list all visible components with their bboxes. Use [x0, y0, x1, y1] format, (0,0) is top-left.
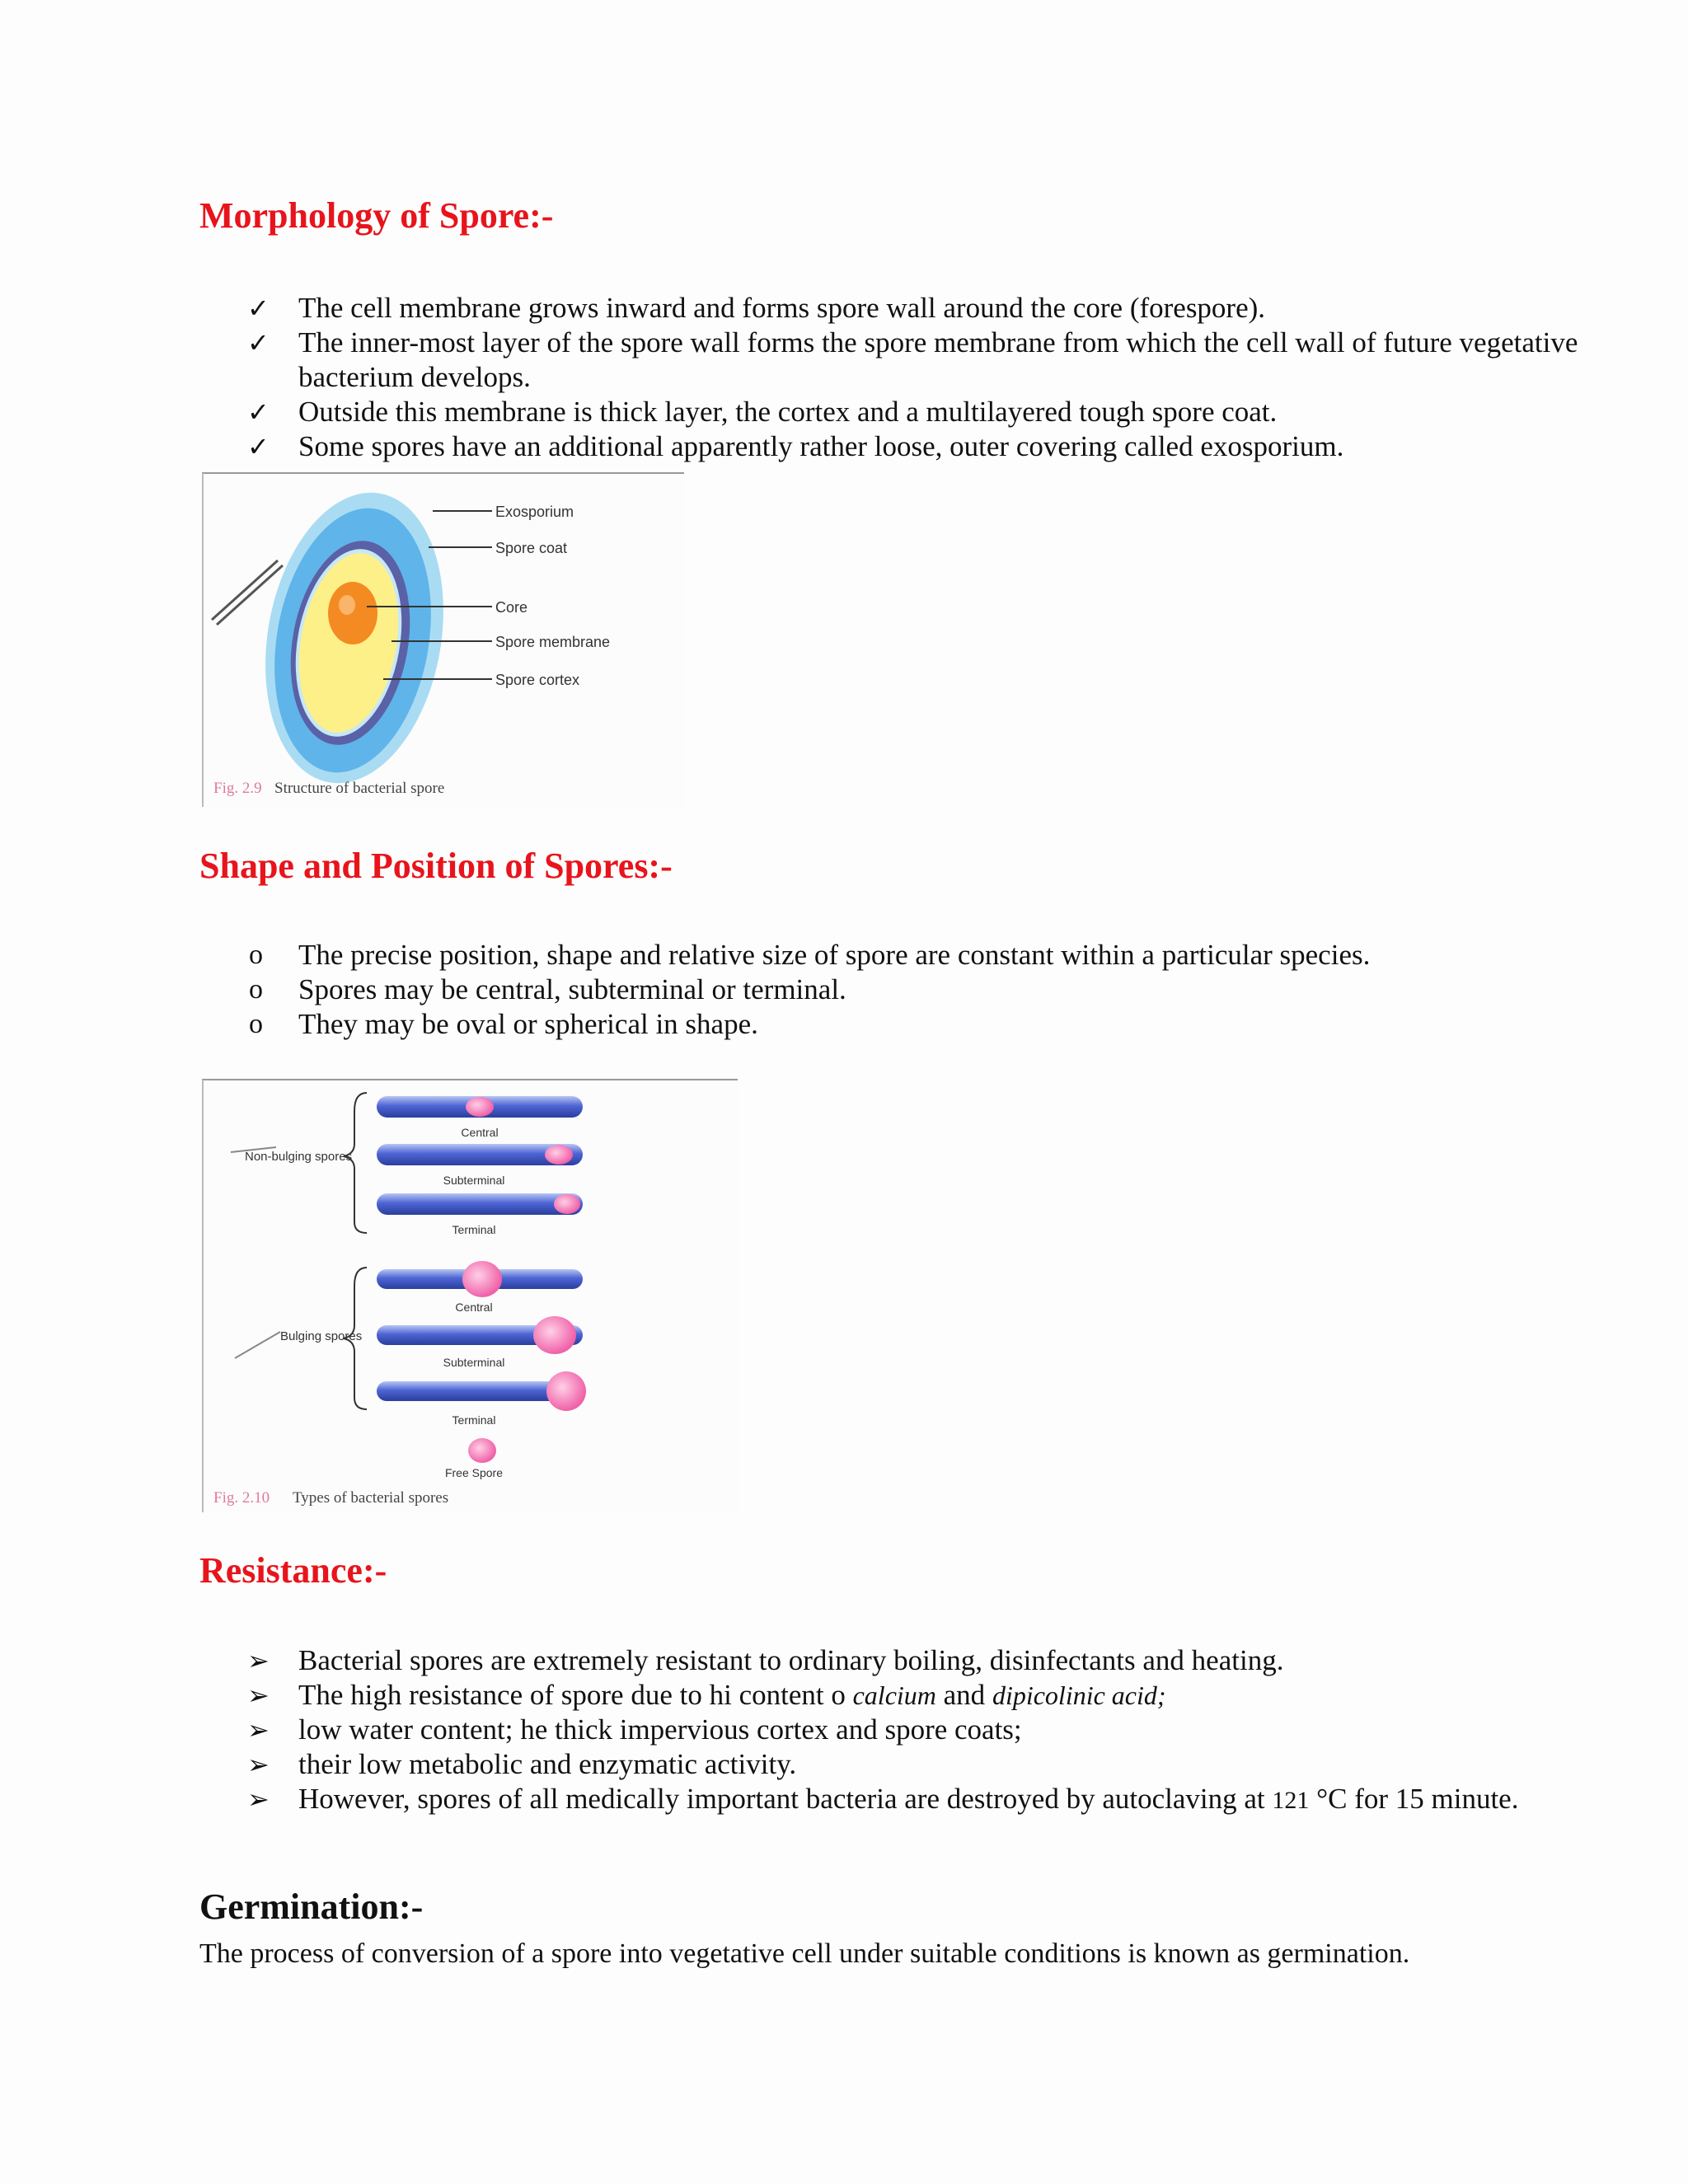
- shape-list: [0, 938, 1617, 1042]
- label-spore-cortex: Spore cortex: [495, 672, 580, 688]
- spore-structure-figure: [202, 471, 684, 807]
- label-bulging: Bulging spores: [280, 1329, 363, 1343]
- list-item: ✓ Outside this membrane is thick layer, the cortex and a multilayered tough spore coat.: [247, 396, 1278, 428]
- resistance-list: [0, 1643, 1617, 1818]
- checkmark-icon: ✓: [247, 396, 270, 428]
- label-spore-membrane: Spore membrane: [495, 634, 611, 650]
- list-item: ✓ The inner-most layer of the spore wall forms the spore membrane from which the cell wall of future vegetative bacterium develops.: [247, 326, 1578, 393]
- label-central: Central: [461, 1126, 499, 1139]
- label-terminal-bulging: Terminal: [452, 1413, 496, 1427]
- arrow-bullet-icon: ➢: [247, 1645, 270, 1676]
- spore-types-diagram: [202, 1078, 738, 1512]
- list-item: ➢ The high resistance of spore due to hi content o calcium and dipicolinic acid;: [247, 1679, 1166, 1711]
- label-non-bulging: Non-bulging spores: [245, 1150, 353, 1164]
- checkmark-icon: ✓: [247, 293, 270, 324]
- label-terminal: Terminal: [452, 1223, 496, 1236]
- spore-types-figure: [202, 1078, 738, 1512]
- morphology-list: [0, 291, 1617, 464]
- figure-caption-number: Fig. 2.10: [213, 1489, 270, 1507]
- list-item: ➢ Bacterial spores are extremely resistant to ordinary boiling, disinfectants and heating.: [247, 1644, 1284, 1676]
- label-exosporium: Exosporium: [495, 504, 574, 520]
- list-item: o The precise position, shape and relative size of spore are constant within a particular species.: [249, 939, 1371, 971]
- list-item: ➢ low water content; he thick impervious cortex and spore coats;: [247, 1713, 1022, 1746]
- list-item: o They may be oval or spherical in shape.: [249, 1008, 758, 1040]
- heading-resistance: Resistance:-: [199, 1550, 387, 1591]
- figure-caption-number: Fig. 2.9: [213, 780, 262, 797]
- label-core: Core: [495, 599, 528, 616]
- list-item: ➢ However, spores of all medically important bacteria are destroyed by autoclaving at 121 °C for 15 minute.: [247, 1783, 1519, 1815]
- circle-bullet-icon: o: [249, 1009, 263, 1039]
- list-item: ➢ their low metabolic and enzymatic activity.: [247, 1748, 797, 1780]
- circle-bullet-icon: o: [249, 974, 263, 1005]
- list-item: ✓ Some spores have an additional apparently rather loose, outer covering called exosporium.: [247, 430, 1344, 462]
- heading-morphology: Morphology of Spore:-: [199, 195, 554, 236]
- label-central-bulging: Central: [455, 1301, 493, 1314]
- list-item: o Spores may be central, subterminal or terminal.: [249, 973, 846, 1005]
- arrow-bullet-icon: ➢: [247, 1749, 270, 1780]
- list-item: ✓ The cell membrane grows inward and forms spore wall around the core (forespore).: [247, 292, 1266, 324]
- checkmark-icon: ✓: [247, 431, 270, 462]
- label-spore-coat: Spore coat: [495, 540, 568, 556]
- arrow-bullet-icon: ➢: [247, 1680, 270, 1711]
- heading-shape-position: Shape and Position of Spores:-: [199, 846, 673, 886]
- arrow-bullet-icon: ➢: [247, 1714, 270, 1746]
- checkmark-icon: ✓: [247, 327, 270, 359]
- figure-caption: Structure of bacterial spore: [274, 780, 445, 797]
- label-subterminal-bulging: Subterminal: [443, 1356, 505, 1369]
- label-free-spore: Free Spore: [444, 1466, 504, 1479]
- circle-bullet-icon: o: [249, 940, 263, 970]
- arrow-bullet-icon: ➢: [247, 1783, 270, 1815]
- spore-structure-diagram: [202, 471, 684, 807]
- germination-paragraph: The process of conversion of a spore into vegetative cell under suitable conditions is known as germination.: [199, 1938, 1410, 1969]
- figure-caption: Types of bacterial spores: [293, 1489, 449, 1507]
- heading-germination: Germination:-: [199, 1886, 424, 1927]
- label-subterminal: Subterminal: [443, 1174, 505, 1187]
